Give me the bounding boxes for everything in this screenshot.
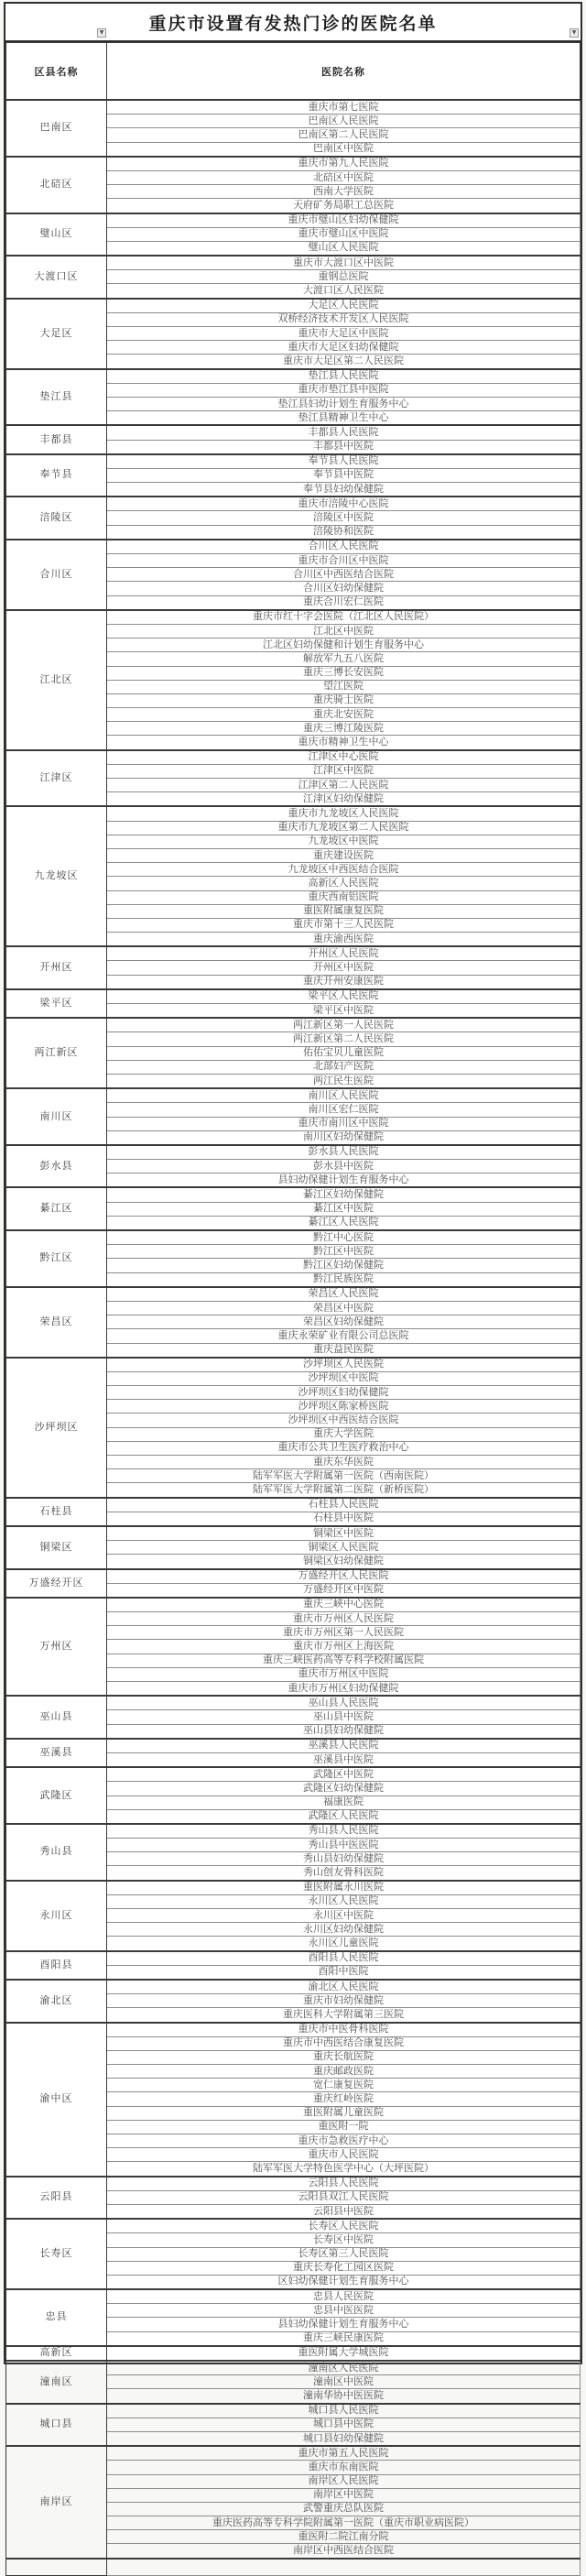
hospital-name-cell: 永川区妇幼保健院 <box>107 1923 581 1937</box>
hospital-name-cell: 陆军军医大学特色医学中心（大坪医院） <box>107 2162 581 2177</box>
hospital-name-cell: 陆军军医大学附属第二医院（新桥医院） <box>107 1483 581 1498</box>
hospital-name-cell: 南岸区中西医结合医院 <box>107 2544 581 2559</box>
district-name-cell: 两江新区 <box>6 1018 107 1088</box>
table-row <box>6 100 581 115</box>
empty-district-cell <box>6 2559 107 2576</box>
empty-hospital-cell <box>107 2559 581 2576</box>
table-row <box>6 946 581 961</box>
hospital-name-cell: 合川区人民医院 <box>107 540 581 554</box>
district-name-cell: 江津区 <box>6 750 107 807</box>
hospital-name-cell: 垫江县精神卫生中心 <box>107 411 581 426</box>
hospital-name-cell: 丰都县人民医院 <box>107 425 581 440</box>
hospital-name-cell: 石柱县人民医院 <box>107 1498 581 1512</box>
hospital-name-cell: 南岸区人民医院 <box>107 2474 581 2488</box>
hospital-name-cell: 重庆医药高等专科学院附属第一医院（重庆市职业病医院） <box>107 2516 581 2530</box>
hospital-name-cell: 九龙坡区中医院 <box>107 835 581 848</box>
hospital-name-cell: 区妇幼保健计划生育服务中心 <box>107 2275 581 2289</box>
district-name-cell: 巴南区 <box>6 100 107 157</box>
hospital-name-cell: 永川区人民医院 <box>107 1894 581 1908</box>
district-name-cell: 丰都县 <box>6 425 107 453</box>
hospital-name-cell: 秀山县人民医院 <box>107 1824 581 1839</box>
hospital-name-cell: 重庆西南铝医院 <box>107 890 581 904</box>
hospital-name-cell: 重庆市璧山区妇幼保健院 <box>107 213 581 228</box>
hospital-name-cell: 垫江县妇幼计划生育服务中心 <box>107 397 581 410</box>
hospital-name-cell: 武隆区中医院 <box>107 1767 581 1782</box>
hospital-name-cell: 重庆长寿化工园区医院 <box>107 2261 581 2275</box>
hospital-name-cell: 武警重庆总队医院 <box>107 2502 581 2516</box>
hospital-name-cell: 重庆市万州区妇幼保健院 <box>107 1682 581 1697</box>
district-name-cell: 九龙坡区 <box>6 806 107 946</box>
hospital-name-cell: 重庆市大足区第二人民医院 <box>107 355 581 369</box>
hospital-name-cell: 重医附二院江南分院 <box>107 2530 581 2544</box>
hospital-name-cell: 长寿区中医院 <box>107 2233 581 2247</box>
hospital-name-cell: 奉节县妇幼保健院 <box>107 483 581 497</box>
hospital-name-cell: 忠县人民医院 <box>107 2289 581 2304</box>
hospital-name-cell: 奉节县人民医院 <box>107 454 581 469</box>
table-row <box>6 1824 581 1839</box>
hospital-name-cell: 重庆建设医院 <box>107 848 581 862</box>
table-row <box>6 425 581 440</box>
hospital-name-cell: 巴南区中医院 <box>107 142 581 157</box>
hospital-name-cell: 南川区妇幼保健院 <box>107 1130 581 1145</box>
hospital-name-cell: 南岸区中医院 <box>107 2488 581 2502</box>
hospital-name-cell: 重庆市万州区人民医院 <box>107 1612 581 1626</box>
hospital-name-cell: 江津区第二人民医院 <box>107 779 581 792</box>
hospital-name-cell: 彭水县中医院 <box>107 1160 581 1173</box>
hospital-name-cell: 南川区宏仁医院 <box>107 1103 581 1117</box>
hospital-name-cell: 重庆市第九人民医院 <box>107 157 581 171</box>
hospital-name-cell: 綦江区中医院 <box>107 1202 581 1216</box>
table-row <box>6 1526 581 1541</box>
table-row <box>6 2446 581 2461</box>
hospital-name-cell: 两江民生医院 <box>107 1074 581 1088</box>
hospital-name-cell: 重庆益民医院 <box>107 1343 581 1358</box>
hospital-name-cell: 巫山县中医院 <box>107 1710 581 1724</box>
table-row <box>6 1358 581 1372</box>
hospital-name-cell: 两江新区第一人民医院 <box>107 1018 581 1032</box>
hospital-name-cell: 双桥经济技术开发区人民医院 <box>107 312 581 326</box>
district-name-cell: 北碚区 <box>6 157 107 213</box>
hospital-name-cell: 重庆市垫江县中医院 <box>107 383 581 397</box>
hospital-name-cell: 重庆市精神卫生中心 <box>107 736 581 750</box>
hospital-name-cell: 重庆三博江陵医院 <box>107 722 581 736</box>
column-header-district: 区县名称 <box>6 43 107 101</box>
hospital-name-cell: 重庆市东南医院 <box>107 2461 581 2474</box>
hospital-name-cell: 铜梁区人民医院 <box>107 1541 581 1555</box>
hospital-name-cell: 巫溪县人民医院 <box>107 1739 581 1753</box>
table-row <box>6 1498 581 1512</box>
hospital-name-cell: 重庆骑士医院 <box>107 693 581 707</box>
district-name-cell: 涪陵区 <box>6 497 107 540</box>
table-row <box>6 1767 581 1782</box>
hospital-name-cell: 重庆市妇幼保健院 <box>107 1994 581 2008</box>
district-name-cell: 荣昌区 <box>6 1287 107 1358</box>
hospital-name-cell: 长寿区人民医院 <box>107 2219 581 2233</box>
hospital-name-cell: 重庆永荣矿业有限公司总医院 <box>107 1329 581 1343</box>
hospital-name-cell: 重医附属儿童医院 <box>107 2106 581 2120</box>
hospital-name-cell: 开州区中医院 <box>107 961 581 975</box>
table-row <box>6 610 581 625</box>
table-row <box>6 1088 581 1103</box>
hospital-name-cell: 重庆市九龙坡区第二人民医院 <box>107 821 581 835</box>
hospital-name-cell: 荣昌区中医院 <box>107 1301 581 1315</box>
hospital-name-cell: 重医附属康复医院 <box>107 904 581 918</box>
hospital-name-cell: 重庆合川宏仁医院 <box>107 595 581 610</box>
hospital-name-cell: 重庆市中西医结合康复医院 <box>107 2036 581 2050</box>
hospital-name-cell: 解放军九五八医院 <box>107 652 581 666</box>
hospital-name-cell: 江津区妇幼保健院 <box>107 792 581 807</box>
district-name-cell: 大足区 <box>6 299 107 369</box>
hospital-name-cell: 重医附一院 <box>107 2120 581 2134</box>
header-row <box>6 43 581 101</box>
hospital-name-cell: 永川区儿童医院 <box>107 1937 581 1951</box>
hospital-name-cell: 梁平区人民医院 <box>107 989 581 1004</box>
table-row <box>6 1230 581 1245</box>
hospital-name-cell: 城口县妇幼保健院 <box>107 2431 581 2446</box>
hospital-name-cell: 巫溪县中医院 <box>107 1752 581 1767</box>
district-name-cell: 南岸区 <box>6 2446 107 2559</box>
table-row <box>6 540 581 554</box>
hospital-name-cell: 重庆医科大学附属第三医院 <box>107 2008 581 2023</box>
district-name-cell: 大渡口区 <box>6 256 107 299</box>
district-name-cell: 万州区 <box>6 1598 107 1696</box>
hospital-name-cell: 高新区人民医院 <box>107 877 581 890</box>
district-name-cell: 潼南区 <box>6 2361 107 2404</box>
table-row <box>6 806 581 821</box>
empty-row <box>6 2559 581 2576</box>
table-row <box>6 454 581 469</box>
table-row <box>6 1145 581 1160</box>
hospital-name-cell: 江津区中心医院 <box>107 750 581 765</box>
hospital-name-cell: 垫江县人民医院 <box>107 369 581 384</box>
hospital-name-cell: 大足区人民医院 <box>107 299 581 313</box>
hospital-name-cell: 渝北区人民医院 <box>107 1980 581 1994</box>
hospital-name-cell: 铜梁区中医院 <box>107 1526 581 1541</box>
hospital-name-cell: 石柱县中医院 <box>107 1512 581 1526</box>
district-name-cell: 忠县 <box>6 2289 107 2346</box>
hospital-name-cell: 涪陵协和医院 <box>107 525 581 540</box>
table-row <box>6 2023 581 2037</box>
hospital-name-cell: 重庆市第十三人民医院 <box>107 918 581 932</box>
district-name-cell: 璧山区 <box>6 213 107 257</box>
hospital-name-cell: 重庆市万州区上海医院 <box>107 1640 581 1654</box>
hospital-name-cell: 重庆市大足区中医院 <box>107 327 581 341</box>
hospital-name-cell: 重庆三峡中心医院 <box>107 1598 581 1612</box>
hospital-name-cell: 巫山县人民医院 <box>107 1696 581 1710</box>
filter-dropdown-icon[interactable]: ▼ <box>97 28 106 38</box>
hospital-name-cell: 重庆东华医院 <box>107 1456 581 1469</box>
district-name-cell: 酉阳县 <box>6 1951 107 1980</box>
hospital-name-cell: 重庆邮政医院 <box>107 2065 581 2079</box>
hospital-name-cell: 江津区中医院 <box>107 764 581 778</box>
hospital-name-cell: 重庆渝西医院 <box>107 933 581 947</box>
hospital-name-cell: 北碚区中医院 <box>107 170 581 184</box>
hospital-name-cell: 酉阳县人民医院 <box>107 1951 581 1966</box>
hospital-name-cell: 重庆市公共卫生医疗救治中心 <box>107 1441 581 1455</box>
table-row <box>6 1187 581 1202</box>
district-name-cell: 巫山县 <box>6 1696 107 1739</box>
table-row <box>6 157 581 171</box>
table-row <box>6 1696 581 1710</box>
hospital-name-cell: 重医附属永川医院 <box>107 1881 581 1895</box>
district-name-cell: 綦江区 <box>6 1187 107 1230</box>
district-name-cell: 彭水县 <box>6 1145 107 1188</box>
district-name-cell: 江北区 <box>6 610 107 750</box>
district-name-cell: 石柱县 <box>6 1498 107 1526</box>
table-row <box>6 1881 581 1895</box>
hospital-name-cell: 永川区中医院 <box>107 1909 581 1923</box>
hospital-name-cell: 荣昌区妇幼保健院 <box>107 1315 581 1329</box>
hospital-name-cell: 万盛经开区人民医院 <box>107 1569 581 1584</box>
district-name-cell: 武隆区 <box>6 1767 107 1824</box>
hospital-name-cell: 万盛经开区中医院 <box>107 1583 581 1598</box>
district-name-cell: 南川区 <box>6 1088 107 1145</box>
hospital-name-cell: 铜梁区妇幼保健院 <box>107 1555 581 1569</box>
hospital-name-cell: 黔江区妇幼保健院 <box>107 1259 581 1272</box>
district-name-cell: 开州区 <box>6 946 107 989</box>
filter-dropdown-icon[interactable]: ▼ <box>570 28 579 38</box>
table-row <box>6 497 581 511</box>
hospital-name-cell: 两江新区第二人民医院 <box>107 1032 581 1046</box>
hospital-name-cell: 南川区人民医院 <box>107 1088 581 1103</box>
district-name-cell: 渝中区 <box>6 2023 107 2177</box>
table-row <box>6 369 581 384</box>
table-row <box>6 2404 581 2418</box>
hospital-name-cell: 佑佑宝贝儿童医院 <box>107 1046 581 1060</box>
hospital-name-cell: 云阳县双江人民医院 <box>107 2190 581 2204</box>
hospital-name-cell: 县妇幼保健计划生育服务中心 <box>107 1173 581 1188</box>
table-row <box>6 1980 581 1994</box>
hospital-name-cell: 开州区人民医院 <box>107 946 581 961</box>
table-row <box>6 2219 581 2233</box>
hospital-name-cell: 重庆红岭医院 <box>107 2092 581 2106</box>
hospital-name-cell: 武隆区妇幼保健院 <box>107 1782 581 1796</box>
hospital-name-cell: 长寿区第三人民医院 <box>107 2247 581 2261</box>
hospital-name-cell: 合川区妇幼保健院 <box>107 582 581 595</box>
hospital-name-cell: 梁平区中医院 <box>107 1004 581 1019</box>
hospital-name-cell: 奉节县中医院 <box>107 468 581 482</box>
hospital-name-cell: 酉阳中医院 <box>107 1965 581 1980</box>
hospital-name-cell: 江北区中医院 <box>107 624 581 638</box>
hospital-name-cell: 巴南区人民医院 <box>107 115 581 128</box>
title-row <box>5 4 581 42</box>
hospital-name-cell: 宽仁康复医院 <box>107 2079 581 2092</box>
table-row <box>6 213 581 228</box>
district-name-cell: 铜梁区 <box>6 1526 107 1569</box>
hospital-name-cell: 重庆市人民医院 <box>107 2148 581 2162</box>
page-title: 重庆市设置有发热门诊的医院名单 <box>148 14 438 34</box>
hospital-name-cell: 重庆北安医院 <box>107 708 581 722</box>
hospital-name-cell: 县妇幼保健计划生育服务中心 <box>107 2318 581 2331</box>
hospital-name-cell: 沙坪坝区妇幼保健院 <box>107 1386 581 1400</box>
hospital-name-cell: 秀山县中医医院 <box>107 1839 581 1852</box>
hospital-name-cell: 重庆市红十字会医院（江北区人民医院） <box>107 610 581 625</box>
hospital-name-cell: 潼南华协中医医院 <box>107 2389 581 2404</box>
hospital-name-cell: 北部妇产医院 <box>107 1060 581 1074</box>
hospital-name-cell: 沙坪坝区陈家桥医院 <box>107 1400 581 1414</box>
district-name-cell: 秀山县 <box>6 1824 107 1881</box>
hospital-name-cell: 云阳县人民医院 <box>107 2177 581 2191</box>
hospital-name-cell: 丰都县中医院 <box>107 440 581 454</box>
hospital-name-cell: 重庆市中医骨科医院 <box>107 2023 581 2037</box>
table-row <box>6 2361 581 2375</box>
hospital-name-cell: 沙坪坝区中西医结合医院 <box>107 1414 581 1427</box>
hospital-name-cell: 重庆市合川区中医院 <box>107 554 581 568</box>
hospital-name-cell: 重庆三博长安医院 <box>107 666 581 680</box>
district-name-cell: 巫溪县 <box>6 1739 107 1767</box>
hospital-name-cell: 綦江区人民医院 <box>107 1216 581 1230</box>
table-row <box>6 2289 581 2304</box>
hospital-name-cell: 西南大学医院 <box>107 185 581 199</box>
hospital-name-cell: 福康医院 <box>107 1796 581 1809</box>
district-name-cell: 奉节县 <box>6 454 107 497</box>
table-row <box>6 989 581 1004</box>
hospital-name-cell: 沙坪坝区中医院 <box>107 1371 581 1385</box>
hospital-name-cell: 重庆市万州区第一人民医院 <box>107 1626 581 1640</box>
district-name-cell: 高新区 <box>6 2346 107 2361</box>
hospital-name-cell: 潼南区中医院 <box>107 2375 581 2389</box>
hospital-name-cell: 天府矿务局职工总医院 <box>107 199 581 213</box>
hospital-name-cell: 九龙坡区中西医结合医院 <box>107 863 581 877</box>
hospital-name-cell: 重庆大学医院 <box>107 1427 581 1441</box>
hospital-name-cell: 重庆市急救医疗中心 <box>107 2134 581 2148</box>
district-name-cell: 合川区 <box>6 540 107 610</box>
hospital-name-cell: 重庆市第七医院 <box>107 100 581 115</box>
column-header-hospital: 医院名称 <box>107 43 581 101</box>
hospital-name-cell: 黔江民族医院 <box>107 1272 581 1287</box>
hospital-name-cell: 璧山区人民医院 <box>107 241 581 256</box>
district-name-cell: 城口县 <box>6 2404 107 2447</box>
hospital-name-cell: 潼南区人民医院 <box>107 2361 581 2375</box>
hospital-name-cell: 沙坪坝区人民医院 <box>107 1358 581 1372</box>
district-name-cell: 沙坪坝区 <box>6 1358 107 1498</box>
hospital-name-cell: 重庆市第五人民医院 <box>107 2446 581 2461</box>
district-name-cell: 云阳县 <box>6 2177 107 2220</box>
district-name-cell: 长寿区 <box>6 2219 107 2289</box>
hospital-name-cell: 重庆市大足区妇幼保健院 <box>107 341 581 355</box>
hospital-name-cell: 忠县中医医院 <box>107 2304 581 2318</box>
hospital-name-cell: 黔江区中医院 <box>107 1245 581 1259</box>
hospital-name-cell: 重庆市璧山区中医院 <box>107 227 581 241</box>
hospital-name-cell: 城口县人民医院 <box>107 2404 581 2418</box>
hospital-name-cell: 涪陵区中医院 <box>107 511 581 525</box>
hospital-name-cell: 重钢总医院 <box>107 270 581 284</box>
table-row <box>6 1287 581 1302</box>
hospital-name-cell: 巫山县妇幼保健院 <box>107 1724 581 1739</box>
hospital-name-cell: 彭水县人民医院 <box>107 1145 581 1160</box>
hospital-name-cell: 巴南区第二人民医院 <box>107 128 581 142</box>
hospital-name-cell: 望江医院 <box>107 680 581 693</box>
hospital-name-cell: 秀山县妇幼保健院 <box>107 1852 581 1866</box>
district-name-cell: 万盛经开区 <box>6 1569 107 1598</box>
table-row <box>6 1018 581 1032</box>
table-row <box>6 2177 581 2191</box>
table-row <box>6 256 581 270</box>
table-row <box>6 2346 581 2361</box>
hospital-name-cell: 黔江中心医院 <box>107 1230 581 1245</box>
hospital-name-cell: 城口县中医院 <box>107 2418 581 2431</box>
hospital-name-cell: 重医附属大学城医院 <box>107 2346 581 2361</box>
hospital-name-cell: 重庆市万州区中医院 <box>107 1667 581 1681</box>
table-row <box>6 750 581 765</box>
table-row <box>6 1598 581 1612</box>
district-name-cell: 永川区 <box>6 1881 107 1951</box>
spreadsheet <box>4 2 582 2557</box>
hospital-name-cell: 重庆市涪陵中心医院 <box>107 497 581 511</box>
district-name-cell: 黔江区 <box>6 1230 107 1287</box>
hospital-name-cell: 重庆市大渡口区中医院 <box>107 256 581 270</box>
hospital-name-cell: 重庆市南川区中医院 <box>107 1117 581 1130</box>
hospital-name-cell: 重庆开州安康医院 <box>107 975 581 989</box>
table-row <box>6 1951 581 1966</box>
district-name-cell: 渝北区 <box>6 1980 107 2023</box>
hospital-name-cell: 秀山创友骨科医院 <box>107 1866 581 1881</box>
district-name-cell: 垫江县 <box>6 369 107 426</box>
hospital-name-cell: 重庆市九龙坡区人民医院 <box>107 806 581 821</box>
hospital-name-cell: 合川区中西医结合医院 <box>107 568 581 582</box>
hospital-name-cell: 綦江区妇幼保健院 <box>107 1187 581 1202</box>
hospital-name-cell: 重庆三峡民康医院 <box>107 2331 581 2346</box>
hospital-name-cell: 荣昌区人民医院 <box>107 1287 581 1302</box>
hospital-name-cell: 大渡口区人民医院 <box>107 284 581 299</box>
table-row <box>6 1739 581 1753</box>
hospital-name-cell: 云阳县中医院 <box>107 2204 581 2219</box>
hospital-table-body <box>6 100 581 2575</box>
district-name-cell: 梁平区 <box>6 989 107 1018</box>
hospital-name-cell: 武隆区人民医院 <box>107 1809 581 1824</box>
hospital-table <box>5 42 581 2576</box>
hospital-name-cell: 江北区妇幼保健和计划生育服务中心 <box>107 639 581 652</box>
hospital-name-cell: 陆军军医大学附属第一医院（西南医院） <box>107 1469 581 1483</box>
table-row <box>6 299 581 313</box>
hospital-name-cell: 重庆长航医院 <box>107 2050 581 2064</box>
hospital-name-cell: 重庆三峡医药高等专科学校附属医院 <box>107 1654 581 1667</box>
table-row <box>6 1569 581 1584</box>
